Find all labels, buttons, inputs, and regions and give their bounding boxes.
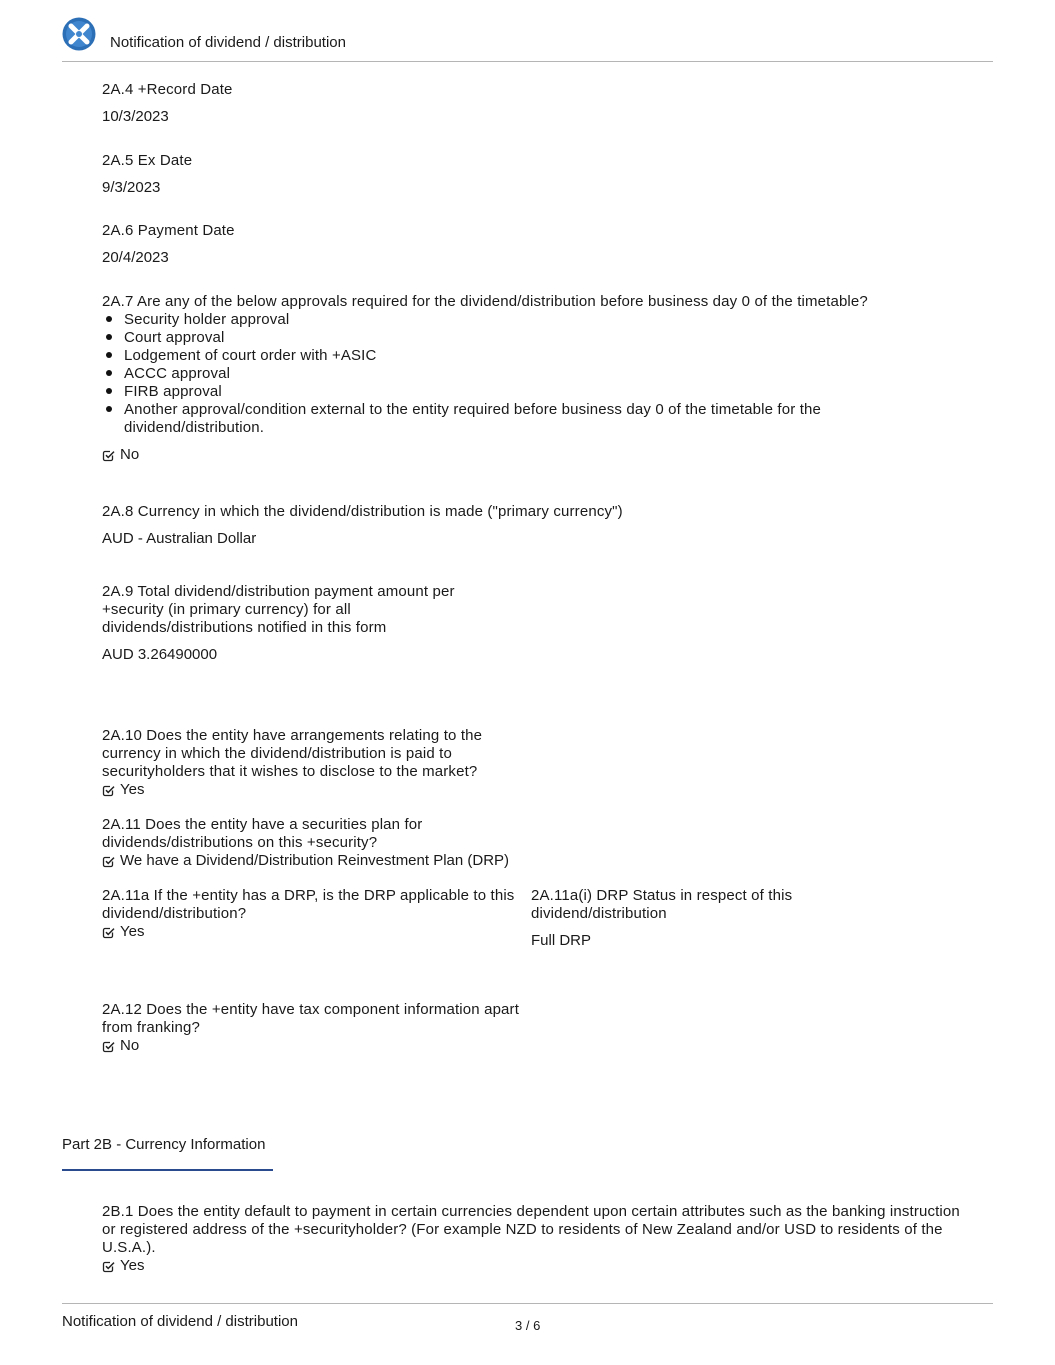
asx-logo-icon [62,17,96,51]
field-2a4-label: 2A.4 +Record Date [102,81,233,98]
header-title: Notification of dividend / distribution [110,34,346,51]
field-2a11a-label: 2A.11a If the +entity has a DRP, is the DRP applicable to this dividend/distribution? [102,887,515,922]
field-2a5-value: 9/3/2023 [102,179,161,196]
answer-text: Yes [120,1257,145,1274]
answer-text: Yes [120,781,145,798]
field-2a12-label: 2A.12 Does the +entity have tax component information apart from franking? [102,1001,520,1036]
list-item: Another approval/condition external to the entity required before business day 0 of the timetable for the dividend/distribution. [102,401,902,437]
field-2a11a-answer [102,923,144,941]
answer-text: No [120,1037,140,1054]
field-2a8-label: 2A.8 Currency in which the dividend/distribution is made ("primary currency") [102,503,623,520]
section-underline [62,1169,273,1171]
field-2a11-label: 2A.11 Does the entity have a securities plan for dividends/distributions on this +security? [102,816,423,851]
field-2a7-answer [102,446,139,464]
field-2a9-label: 2A.9 Total dividend/distribution payment amount per +security (in primary currency) for all dividends/distributions notified in this form [102,583,455,636]
field-2b1-answer [102,1257,144,1275]
section-title-part-2b: Part 2B - Currency Information [62,1136,266,1153]
field-2a11ai-value: Full DRP [531,932,592,949]
field-2a6-label: 2A.6 Payment Date [102,222,235,239]
footer-divider [62,1303,993,1304]
field-2a5-label: 2A.5 Ex Date [102,152,193,169]
field-2a8-value: AUD - Australian Dollar [102,530,257,547]
checkbox-checked-icon [102,855,115,868]
answer-text: We have a Dividend/Distribution Reinvestment Plan (DRP) [120,852,510,869]
checkbox-checked-icon [102,926,115,939]
checkbox-checked-icon [102,784,115,797]
field-2b1-label: 2B.1 Does the entity default to payment in certain currencies dependent upon certain attributes such as the banking instruction or registered address of the +securityholder? (For example NZD to residents of New Zealand and/or USD to residents of the U.S.A.). [102,1203,960,1256]
field-2a12-answer [102,1037,139,1055]
list-item: Security holder approval [102,311,902,329]
answer-text: Yes [120,923,145,940]
list-item: FIRB approval [102,383,902,401]
field-2a11ai-label: 2A.11a(i) DRP Status in respect of this dividend/distribution [531,887,793,922]
field-2a6-value: 20/4/2023 [102,249,169,266]
field-2a11-answer [102,852,509,870]
checkbox-checked-icon [102,1040,115,1053]
page-number: 3 / 6 [515,1318,541,1333]
answer-text: No [120,446,140,463]
list-item: ACCC approval [102,365,902,383]
list-item: Court approval [102,329,902,347]
field-2a10-label: 2A.10 Does the entity have arrangements relating to the currency in which the dividend/distribution is paid to securityholders that it wishes to disclose to the market? [102,727,483,780]
approvals-list [102,311,902,437]
checkbox-checked-icon [102,449,115,462]
checkbox-checked-icon [102,1260,115,1273]
field-2a10-answer [102,781,144,799]
list-item: Lodgement of court order with +ASIC [102,347,902,365]
field-2a4-value: 10/3/2023 [102,108,169,125]
field-2a7-label: 2A.7 Are any of the below approvals required for the dividend/distribution before business day 0 of the timetable? [102,293,868,310]
field-2a9-value: AUD 3.26490000 [102,646,218,663]
header-divider [62,61,993,62]
footer-title: Notification of dividend / distribution [62,1313,298,1330]
